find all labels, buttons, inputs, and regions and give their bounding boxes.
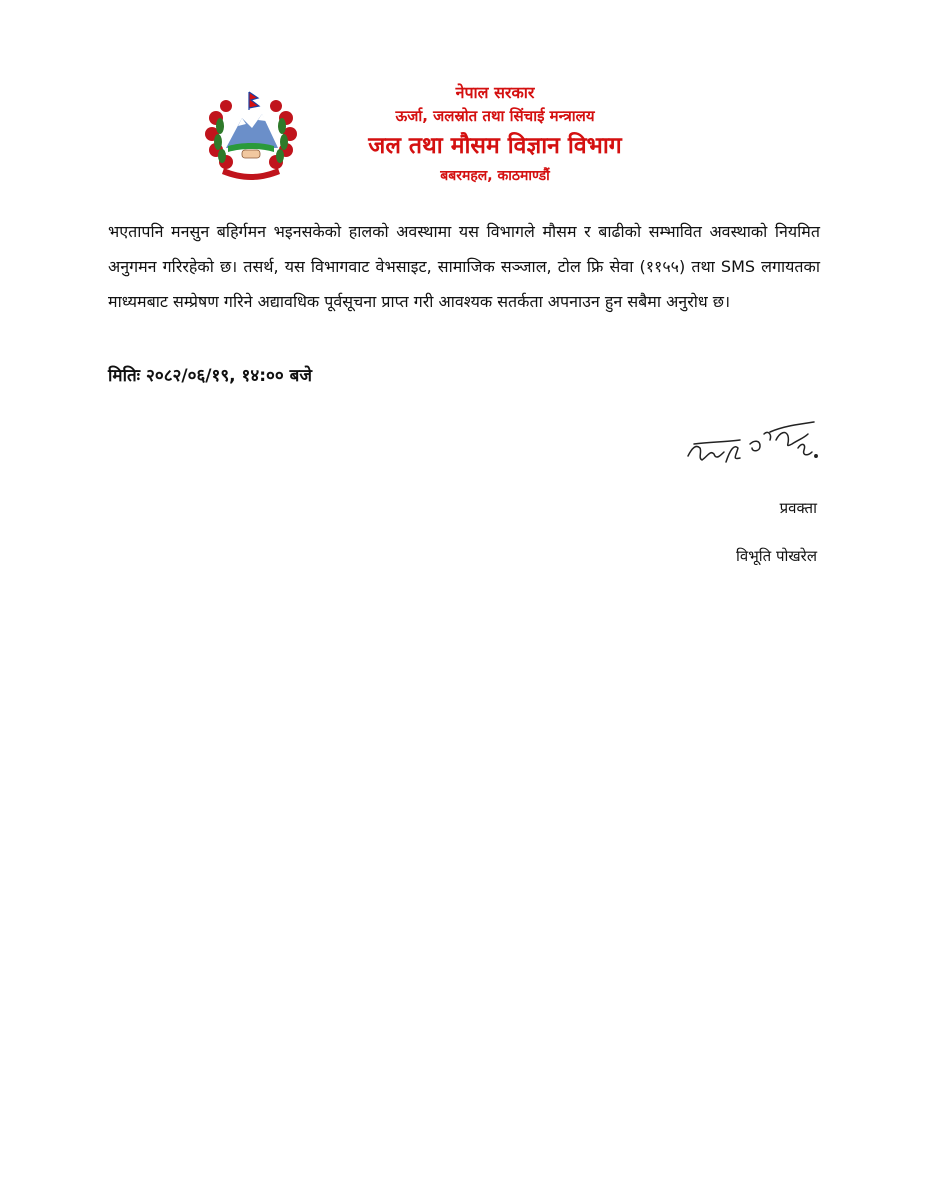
government-name: नेपाल सरकार (455, 83, 535, 102)
nepal-emblem-icon (202, 88, 300, 180)
date-label: मितिः (108, 366, 141, 386)
ministry-name: ऊर्जा, जलस्रोत तथा सिंचाई मन्त्रालय (395, 107, 595, 125)
signatory-name: विभूति पोखरेल (736, 547, 817, 565)
handwritten-signature (680, 404, 830, 484)
department-name: जल तथा मौसम विज्ञान विभाग (368, 133, 622, 159)
date-line (108, 362, 312, 390)
notice-paragraph: भएतापनि मनसुन बहिर्गमन भइनसकेको हालको अवस्थामा यस विभागले मौसम र बाढीको सम्भावित अवस्थाको नियमित अनुगमन गरिरहेको छ। तसर्थ, यस विभागवाट वेभसाइट, सामाजिक सञ्जाल, टोल फ्रि सेवा (११५५) तथा SMS लगायतका माध्यमबाट सम्प्रेषण गरिने अद्यावधिक पूर्वसूचना प्राप्त गरी आवश्यक सतर्कता अपनाउन हुन सबैमा अनुरोध छ। (108, 222, 820, 311)
date-value: २०८२/०६/१९, १४:०० बजे (146, 366, 312, 386)
department-address: बबरमहल, काठमाण्डौं (440, 168, 550, 184)
signatory-role: प्रवक्ता (779, 499, 817, 517)
letterhead (330, 82, 660, 187)
